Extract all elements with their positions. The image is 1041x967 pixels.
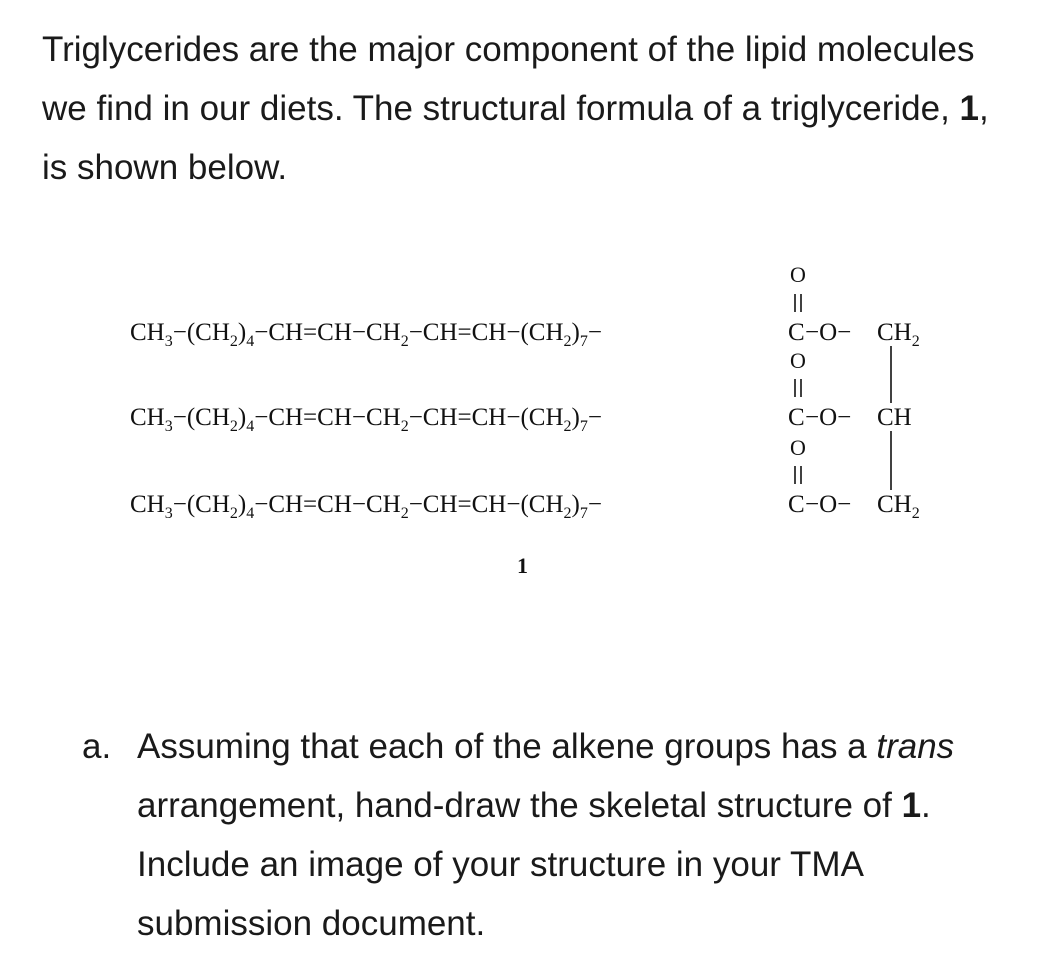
- svg-text:CH3−(CH2)4−CH=CH−CH2−CH=CH−(CH: $CH_3-(CH_2)_4-CH=CH-CH_2-CH=CH-(CH_2)_7-$: [130, 404, 602, 435]
- question-trans: trans: [876, 727, 955, 766]
- intro-paragraph: [42, 20, 1002, 197]
- carbonyl-carbon-3: C: [788, 491, 805, 518]
- question-text-part1: Assuming that each of the alkene groups has a: [137, 727, 877, 766]
- carbonyl-oxygen-2: O: [790, 348, 806, 373]
- carbonyl-carbon-1: C: [788, 319, 805, 346]
- fatty-acid-chain-3: [130, 491, 602, 522]
- ester-oxygen-2: −O−: [805, 404, 852, 431]
- intro-text-part2: , is shown below.: [42, 89, 989, 187]
- question-text: [137, 717, 1002, 953]
- question-text-part2: arrangement, hand-draw the skeletal structure of: [137, 786, 902, 825]
- intro-compound-ref: 1: [959, 89, 980, 128]
- ester-oxygen-1: −O−: [805, 319, 852, 346]
- triglyceride-structural-formula: [0, 250, 1041, 590]
- intro-text-part1: Triglycerides are the major component of the lipid molecules we find in our diets. The structural formula of a triglyceride,: [42, 30, 975, 128]
- question-text-part3: . Include an image of your structure in your TMA submission document.: [137, 786, 931, 943]
- question-marker: a.: [82, 727, 112, 766]
- question-compound-ref: 1: [901, 786, 922, 825]
- svg-text:CH3−(CH2)4−CH=CH−CH2−CH=CH−(CH: $CH_3-(CH_2)_4-CH=CH-CH_2-CH=CH-(CH_2)_7-$: [130, 491, 602, 522]
- carbonyl-carbon-2: C: [788, 404, 805, 431]
- carbonyl-oxygen-1: O: [790, 262, 806, 287]
- fatty-acid-chain-2: [130, 404, 602, 435]
- fatty-acid-chain-1: [130, 319, 602, 350]
- ester-oxygen-3: −O−: [805, 491, 852, 518]
- glycerol-carbon-1: $CH_2$: [877, 319, 920, 350]
- glycerol-carbon-2: CH: [877, 404, 912, 431]
- svg-text:CH3−(CH2)4−CH=CH−CH2−CH=CH−(CH: $CH_3-(CH_2)_4-CH=CH-CH_2-CH=CH-(CH_2)_7-$: [130, 319, 602, 350]
- compound-label: 1: [517, 553, 528, 578]
- question-a: [82, 717, 1002, 953]
- glycerol-carbon-3: $CH_2$: [877, 491, 920, 522]
- carbonyl-oxygen-3: O: [790, 435, 806, 460]
